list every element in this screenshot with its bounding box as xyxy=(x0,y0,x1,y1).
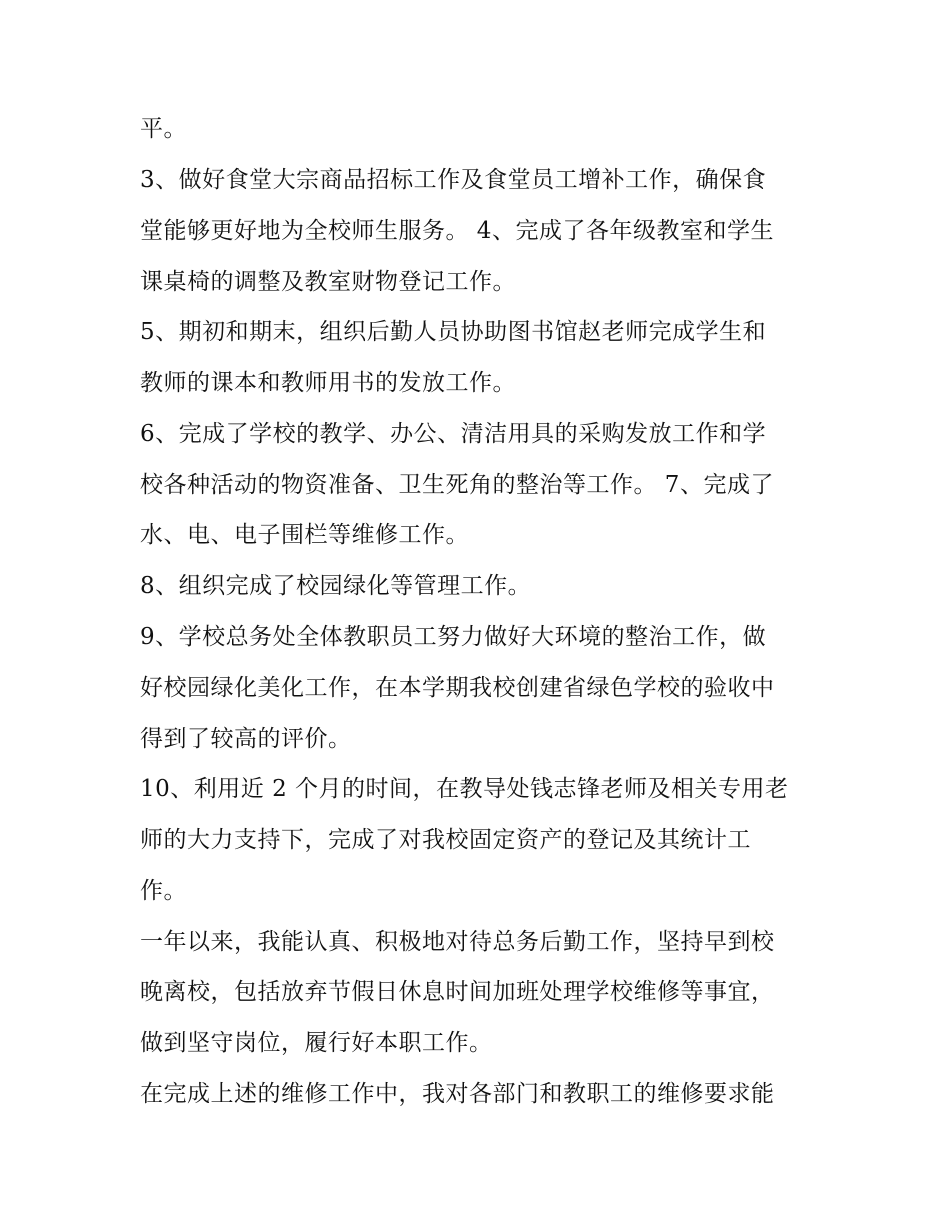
text-line: 在完成上述的维修工作中，我对各部门和教职工的维修要求能 xyxy=(140,1081,775,1107)
text-line: 得到了较高的评价。 xyxy=(140,726,352,752)
text-line: 好校园绿化美化工作，在本学期我校创建省绿色学校的验收中 xyxy=(140,675,775,701)
text-line: 课桌椅的调整及教室财物登记工作。 xyxy=(140,269,516,295)
text-line: 8、组织完成了校园绿化等管理工作。 xyxy=(140,573,532,599)
text-line: 晚离校，包括放弃节假日休息时间加班处理学校维修等事宜， xyxy=(140,979,775,1005)
text-line: 平。 xyxy=(140,116,187,142)
text-line: 堂能够更好地为全校师生服务。 4、完成了各年级教室和学生 xyxy=(140,218,774,244)
text-line: 作。 xyxy=(140,878,187,904)
text-line: 3、做好食堂大宗商品招标工作及食堂员工增补工作，确保食 xyxy=(140,167,767,193)
text-line: 9、学校总务处全体教职员工努力做好大环境的整治工作，做 xyxy=(140,624,767,650)
text-line: 校各种活动的物资准备、卫生死角的整治等工作。 7、完成了 xyxy=(140,472,774,498)
text-line: 做到坚守岗位，履行好本职工作。 xyxy=(140,1030,493,1056)
text-line: 教师的课本和教师用书的发放工作。 xyxy=(140,370,516,396)
text-line: 5、期初和期末，组织后勤人员协助图书馆赵老师完成学生和 xyxy=(140,319,767,345)
text-line: 6、完成了学校的教学、办公、清洁用具的采购发放工作和学 xyxy=(140,421,767,447)
text-line: 10、利用近 2 个月的时间，在教导处钱志锋老师及相关专用老 xyxy=(140,776,789,802)
text-line: 一年以来，我能认真、积极地对待总务后勤工作，坚持早到校 xyxy=(140,929,775,955)
text-line: 师的大力支持下，完成了对我校固定资产的登记及其统计工 xyxy=(140,827,751,853)
text-line: 水、电、电子围栏等维修工作。 xyxy=(140,522,469,548)
